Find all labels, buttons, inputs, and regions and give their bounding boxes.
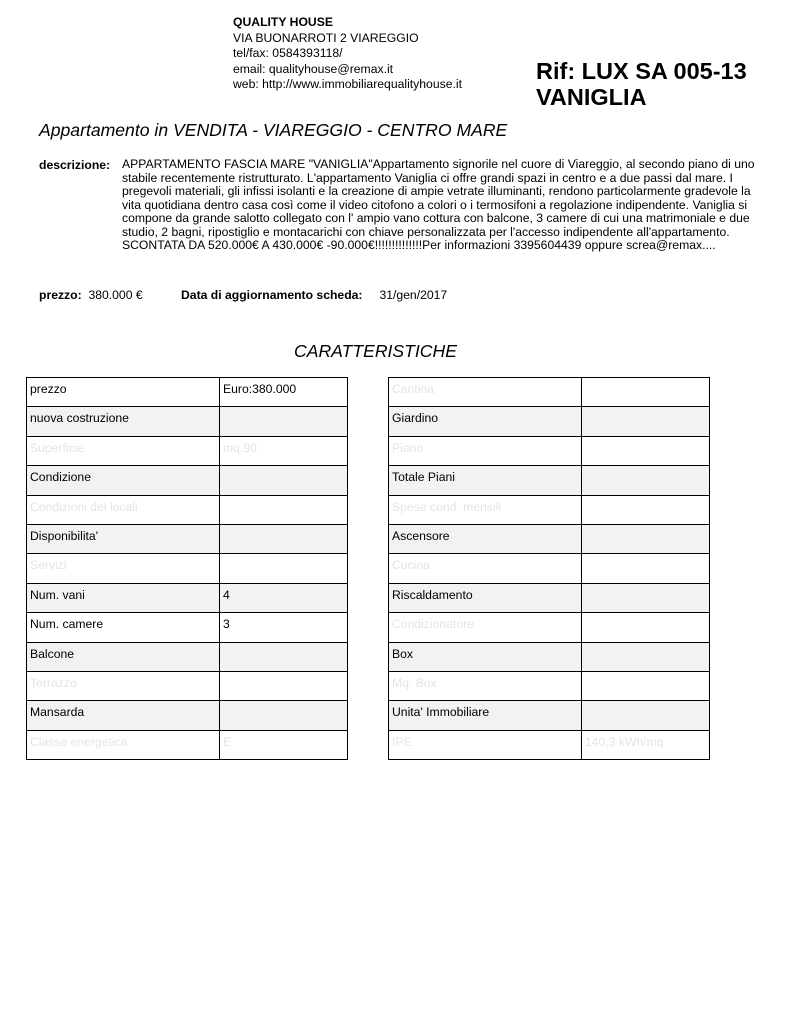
feature-row xyxy=(389,554,710,583)
agency-phone: tel/fax: 0584393118/ xyxy=(233,46,343,61)
feature-row xyxy=(27,407,348,436)
feature-label: Condizione xyxy=(27,466,220,495)
feature-label: Spese cond. mensili xyxy=(389,495,582,524)
feature-row xyxy=(389,436,710,465)
feature-row xyxy=(27,613,348,642)
feature-row xyxy=(389,495,710,524)
feature-row xyxy=(389,378,710,407)
agency-name: QUALITY HOUSE xyxy=(233,15,333,29)
feature-value xyxy=(582,613,710,642)
feature-label: Box xyxy=(389,642,582,671)
feature-value xyxy=(220,701,348,730)
feature-value xyxy=(582,495,710,524)
feature-row xyxy=(27,524,348,553)
feature-label: Mq. Box xyxy=(389,671,582,700)
update-value: 31/gen/2017 xyxy=(379,288,448,302)
feature-label: Disponibilita' xyxy=(27,524,220,553)
feature-label: Totale Piani xyxy=(389,466,582,495)
feature-value: mq.90 xyxy=(220,436,348,465)
feature-label: Num. vani xyxy=(27,583,220,612)
listing-title: Appartamento in VENDITA - VIAREGGIO - CENTRO MARE xyxy=(39,120,508,140)
feature-value: 3 xyxy=(220,613,348,642)
feature-label: Riscaldamento xyxy=(389,583,582,612)
feature-label: Superficie xyxy=(27,436,220,465)
agency-web: web: http://www.immobiliarequalityhouse.it xyxy=(233,77,462,92)
update-info xyxy=(181,288,447,302)
feature-value xyxy=(582,466,710,495)
feature-value: 4 xyxy=(220,583,348,612)
feature-label: Mansarda xyxy=(27,701,220,730)
feature-row xyxy=(27,671,348,700)
feature-label: Unita' Immobiliare xyxy=(389,701,582,730)
feature-value xyxy=(220,524,348,553)
feature-row xyxy=(389,407,710,436)
feature-label: IPE xyxy=(389,730,582,759)
feature-row xyxy=(389,613,710,642)
feature-label: Balcone xyxy=(27,642,220,671)
feature-label: Servizi xyxy=(27,554,220,583)
feature-row xyxy=(27,554,348,583)
price-value: 380.000 € xyxy=(88,288,143,302)
feature-value xyxy=(582,407,710,436)
feature-label: Piano xyxy=(389,436,582,465)
feature-value xyxy=(220,466,348,495)
feature-value xyxy=(582,378,710,407)
feature-row xyxy=(27,378,348,407)
feature-label: Condizionatore xyxy=(389,613,582,642)
section-title: CARATTERISTICHE xyxy=(294,341,457,361)
feature-value xyxy=(220,554,348,583)
update-label: Data di aggiornamento scheda: xyxy=(181,288,363,302)
feature-label: nuova costruzione xyxy=(27,407,220,436)
price-label: prezzo: xyxy=(39,288,82,302)
feature-label: Giardino xyxy=(389,407,582,436)
reference-line-1: Rif: LUX SA 005-13 xyxy=(536,58,747,84)
price-info xyxy=(39,288,143,302)
feature-value xyxy=(220,407,348,436)
feature-row xyxy=(27,436,348,465)
feature-value xyxy=(220,671,348,700)
feature-label: Classe energetica xyxy=(27,730,220,759)
features-table-right xyxy=(388,377,710,760)
feature-value: 140,3 kWh/mq xyxy=(582,730,710,759)
agency-header xyxy=(233,15,462,93)
feature-row xyxy=(27,730,348,759)
feature-label: prezzo xyxy=(27,378,220,407)
feature-value xyxy=(582,436,710,465)
features-table-left xyxy=(26,377,348,760)
feature-row xyxy=(27,495,348,524)
feature-value xyxy=(220,495,348,524)
feature-label: Terrazzo xyxy=(27,671,220,700)
feature-value xyxy=(582,583,710,612)
feature-label: Cantina xyxy=(389,378,582,407)
feature-row xyxy=(389,730,710,759)
feature-value xyxy=(582,554,710,583)
feature-row xyxy=(389,466,710,495)
feature-label: Num. camere xyxy=(27,613,220,642)
feature-row xyxy=(389,583,710,612)
feature-value xyxy=(582,642,710,671)
feature-label: Condizioni dei locali xyxy=(27,495,220,524)
feature-value xyxy=(582,524,710,553)
feature-value xyxy=(582,701,710,730)
feature-row xyxy=(27,466,348,495)
description-text: APPARTAMENTO FASCIA MARE "VANIGLIA"Appartamento signorile nel cuore di Viareggio, al secondo piano di uno stabile recentemente ristrutturato. L'appartamento Vaniglia ci offre grandi spazi in centro e a due passi dal mare. I pregevoli materiali, gli infissi isolanti e la creazione di ampie vetrate illuminanti, rendono particolarmente gradevole la vita quotidiana dentro casa così come il video citofono a colori o i termosifoni a regolazione indipendente. Vaniglia si compone da grande salotto collegato con l' ampio vano cottura con balcone, 3 camere di cui una matrimoniale e due studio, 2 bagni, ripostiglio e montacarichi con chiave personalizzata per l'accesso indipendente all'appartamento. SCONTATA DA 520.000€ A 430.000€ -90.000€!!!!!!!!!!!!!!Per informazioni 3395604439 oppure screa@remax.... xyxy=(122,157,755,252)
feature-value xyxy=(582,671,710,700)
feature-value: Euro:380.000 xyxy=(220,378,348,407)
feature-row xyxy=(389,642,710,671)
feature-value xyxy=(220,642,348,671)
reference-line-2: VANIGLIA xyxy=(536,84,647,110)
description-label: descrizione: xyxy=(39,158,111,172)
agency-address: VIA BUONARROTI 2 VIAREGGIO xyxy=(233,30,419,45)
feature-row xyxy=(389,524,710,553)
feature-value: E xyxy=(220,730,348,759)
feature-label: Cucina xyxy=(389,554,582,583)
agency-email: email: qualityhouse@remax.it xyxy=(233,61,394,76)
feature-label: Ascensore xyxy=(389,524,582,553)
feature-row xyxy=(27,642,348,671)
reference-code xyxy=(536,58,747,110)
feature-row xyxy=(389,701,710,730)
feature-row xyxy=(27,583,348,612)
feature-row xyxy=(389,671,710,700)
feature-row xyxy=(27,701,348,730)
